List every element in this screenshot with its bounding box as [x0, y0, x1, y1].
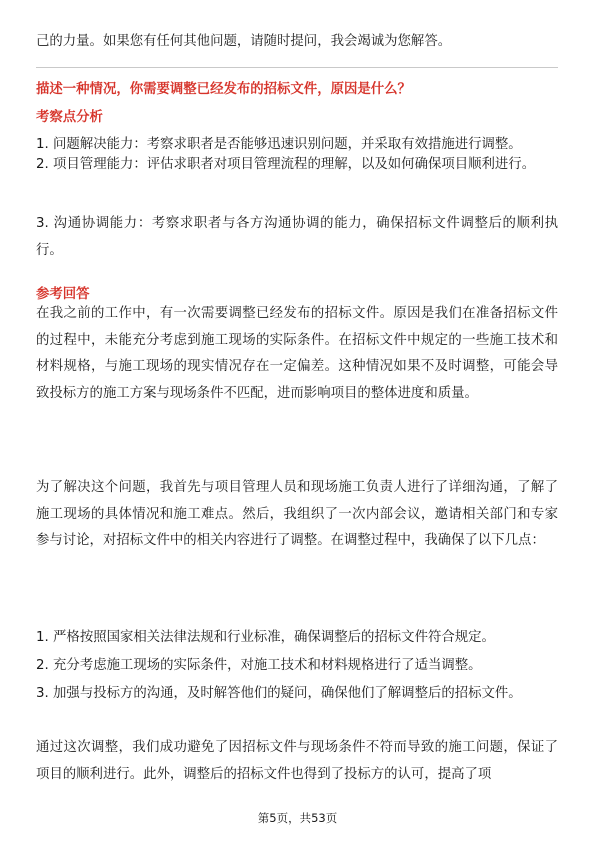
answer-point: 1. 严格按照国家相关法律法规和行业标准，确保调整后的招标文件符合规定。: [36, 630, 495, 645]
answer-point: 3. 加强与投标方的沟通，及时解答他们的疑问，确保他们了解调整后的招标文件。: [36, 686, 522, 701]
answer-heading: 参考回答: [36, 287, 90, 302]
question-heading: 描述一种情况，你需要调整已经发布的招标文件，原因是什么？: [36, 82, 411, 97]
analysis-heading: 考察点分析: [36, 110, 103, 125]
answer-paragraph: 通过这次调整，我们成功避免了因招标文件与现场条件不符而导致的施工问题，保证了项目的顺利进行。此外，调整后的招标文件也得到了投标方的认可，提高了项: [36, 740, 558, 782]
section-divider: [36, 67, 558, 68]
analysis-item: 3. 沟通协调能力：考察求职者与各方沟通协调的能力，确保招标文件调整后的顺利执行。: [36, 216, 558, 258]
answer-paragraph: 在我之前的工作中，有一次需要调整已经发布的招标文件。原因是我们在准备招标文件的过程中，未能充分考虑到施工现场的实际条件。在招标文件中规定的一些施工技术和材料规格，与施工现场的现实情况存在一定偏差。这种情况如果不及时调整，可能会导致投标方的施工方案与现场条件不匹配，进而影响项目的整体进度和质量。: [36, 306, 558, 401]
page-number-footer: 第5页，共53页: [257, 811, 338, 825]
intro-tail-text: 己的力量。如果您有任何其他问题，请随时提问，我会竭诚为您解答。: [36, 34, 452, 49]
answer-paragraph: 为了解决这个问题，我首先与项目管理人员和现场施工负责人进行了详细沟通，了解了施工现场的具体情况和施工难点。然后，我组织了一次内部会议，邀请相关部门和专家参与讨论，对招标文件中的相关内容进行了调整。在调整过程中，我确保了以下几点：: [36, 480, 558, 549]
answer-point: 2. 充分考虑施工现场的实际条件，对施工技术和材料规格进行了适当调整。: [36, 658, 482, 673]
analysis-item: 2. 项目管理能力：评估求职者对项目管理流程的理解，以及如何确保项目顺利进行。: [36, 157, 536, 172]
analysis-item: 1. 问题解决能力：考察求职者是否能够迅速识别问题，并采取有效措施进行调整。: [36, 137, 522, 152]
